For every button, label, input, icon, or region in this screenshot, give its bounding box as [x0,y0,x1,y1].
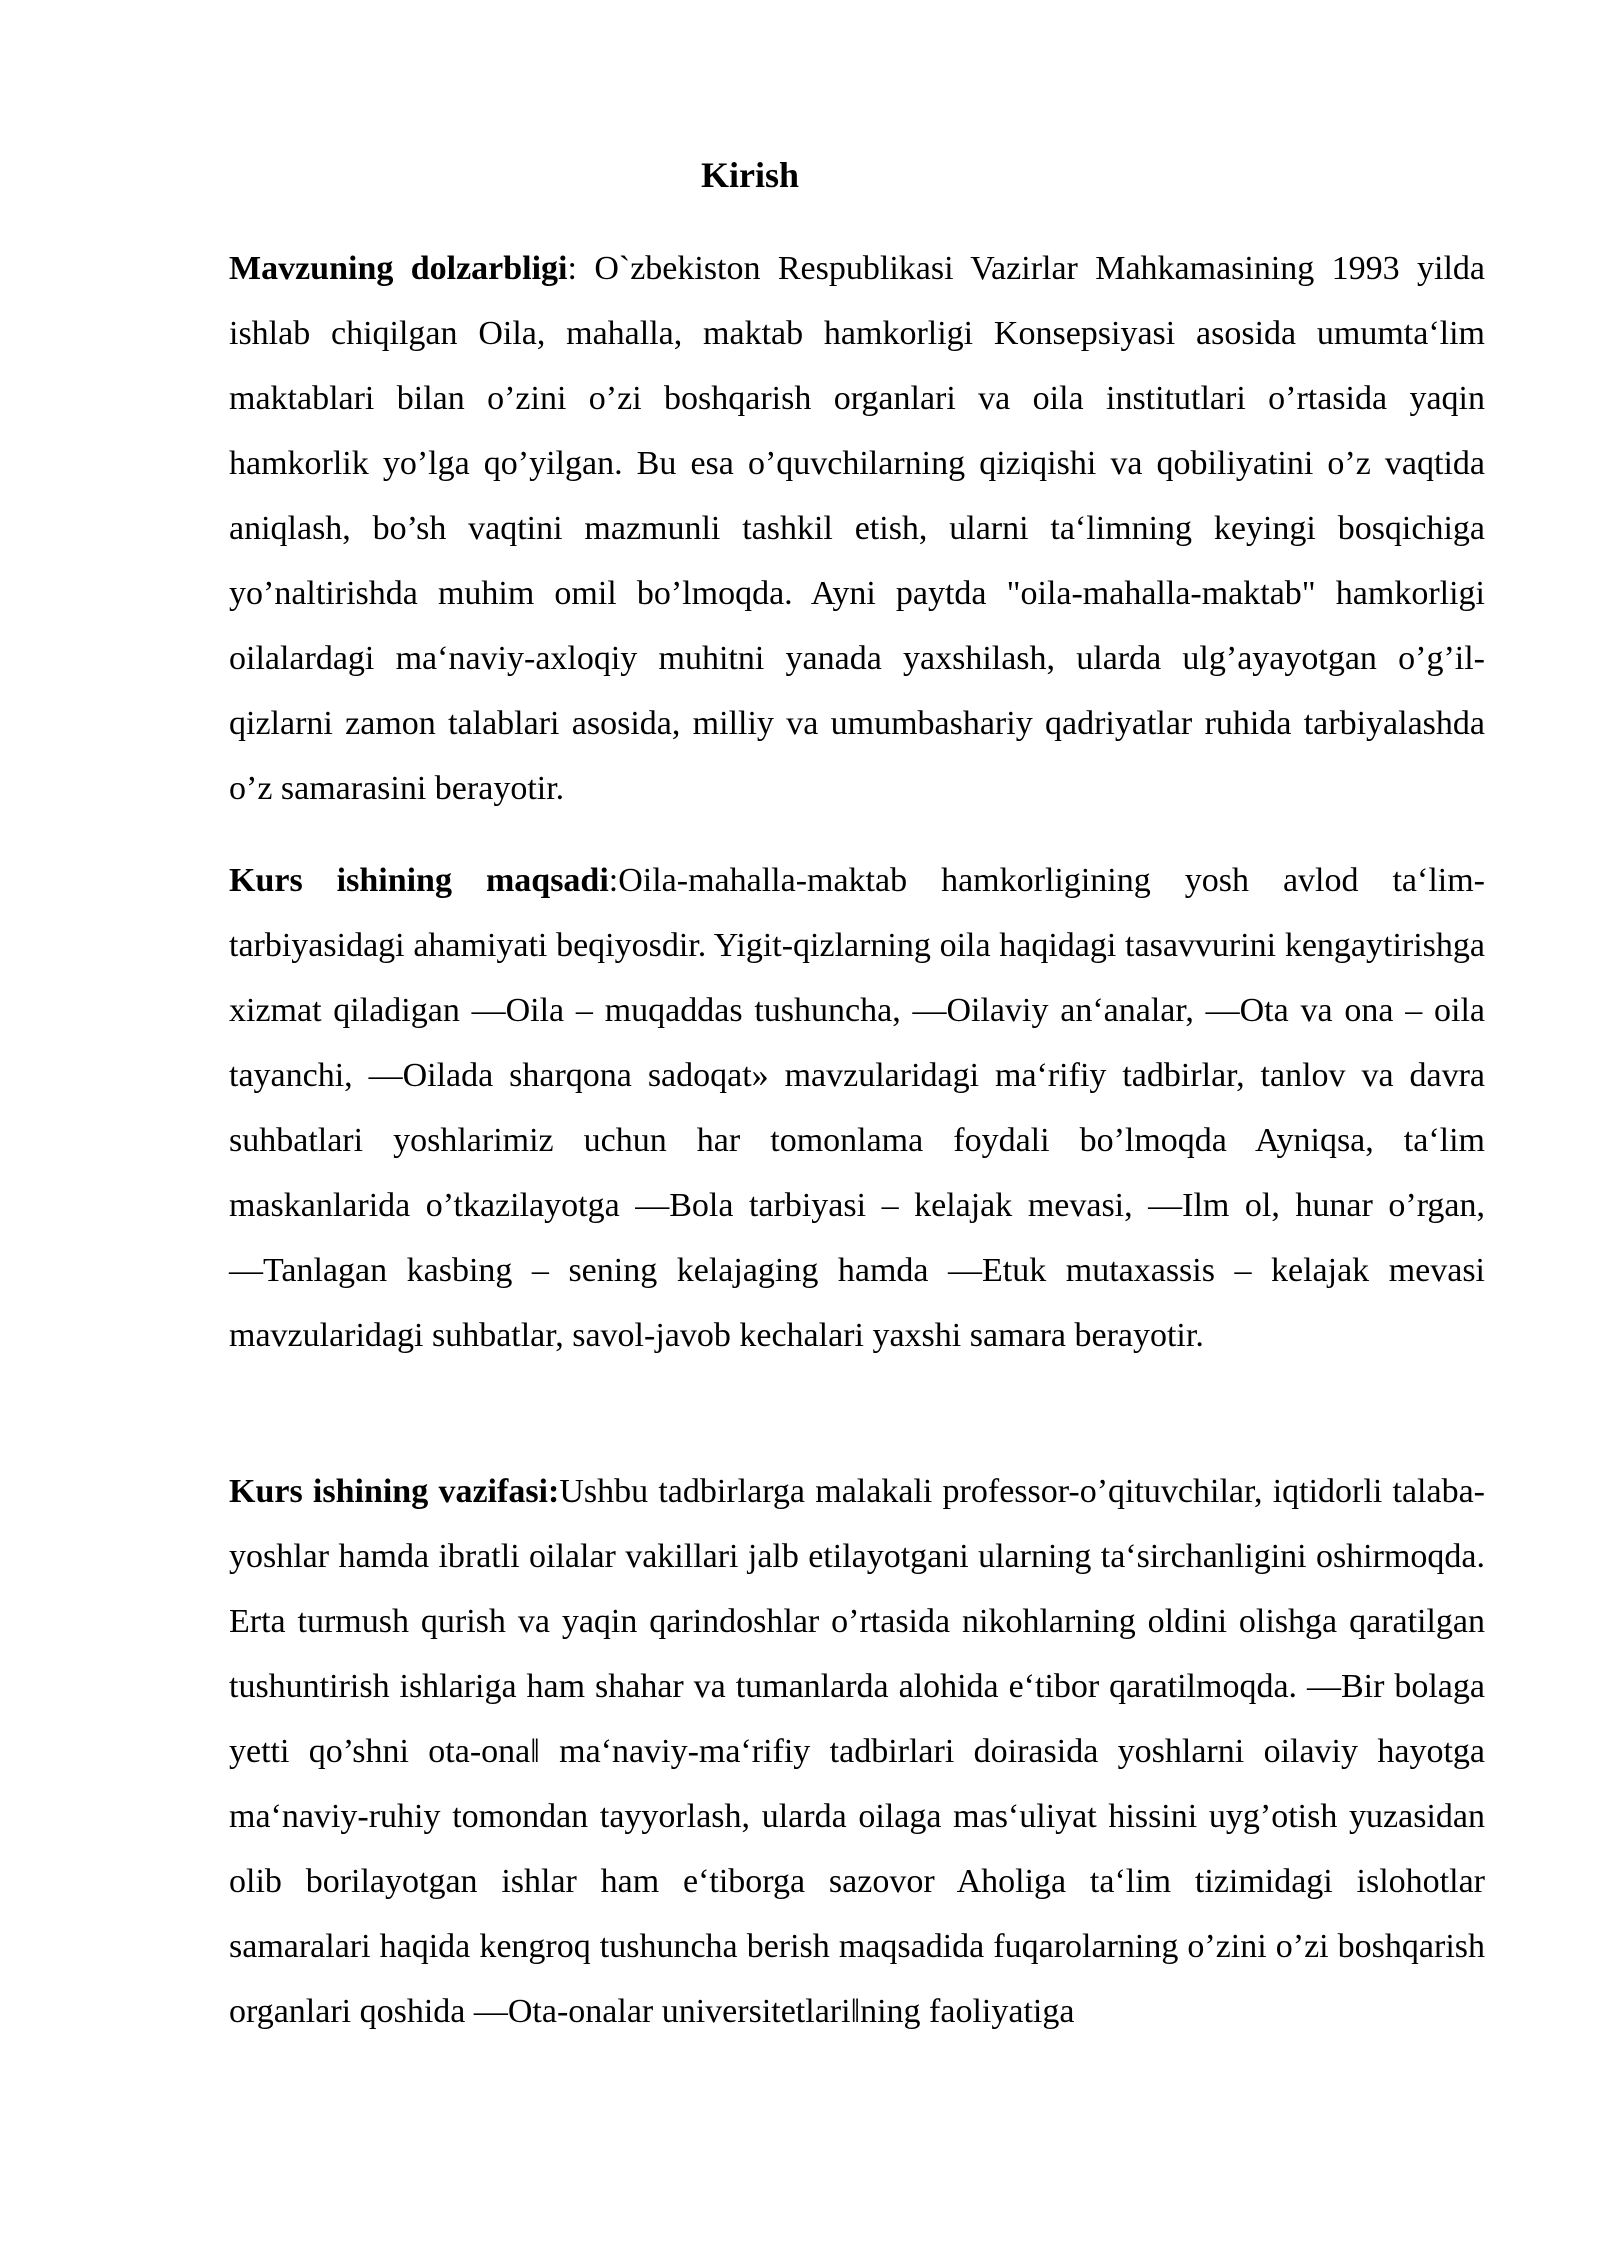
section-text: Ushbu tadbirlarga malakali professor-o’qituvchilar, iqtidorli talaba-yoshlar hamda ibratli oilalar vakillari jalb etilayotgani ularning ta‘sirchanligini oshirmoqda. Erta turmush qurish va yaqin qarindoshlar o’rtasida nikohlarning oldini olishga qaratilgan tushuntirish ishlariga ham shahar va tumanlarda alohida e‘tibor qaratilmoqda. ―Bir bolaga yetti qo’shni ota-ona‖ ma‘naviy-ma‘rifiy tadbirlari doirasida yoshlarni oilaviy hayotga ma‘naviy-ruhiy tomondan tayyorlash, ularda oilaga mas‘uliyat hissini uyg’otish yuzasidan olib borilayotgan ishlar ham e‘tiborga sazovor Aholiga ta‘lim tizimidagi islohotlar samaralari haqida kengroq tushuncha berish maqsadida fuqarolarning o’zini o’zi boshqarish organlari qoshida ―Ota-onalar universitetlari‖ning faoliyatiga [229,1473,1485,2030]
section-relevance [229,236,1485,821]
section-text: : O`zbekiston Respublikasi Vazirlar Mahkamasining 1993 yilda ishlab chiqilgan Oila, mahalla, maktab hamkorligi Konsepsiyasi asosida umumta‘lim maktablari bilan o’zini o’zi boshqarish organlari va oila institutlari o’rtasida yaqin hamkorlik yo’lga qo’yilgan. Bu esa o’quvchilarning qiziqishi va qobiliyatini o’z vaqtida aniqlash, bo’sh vaqtini mazmunli tashkil etish, ularni ta‘limning keyingi bosqichiga yo’naltirishda muhim omil bo’lmoqda. Ayni paytda "oila-mahalla-maktab" hamkorligi oilalardagi ma‘naviy-axloqiy muhitni yanada yaxshilash, ularda ulg’ayayotgan o’g’il-qizlarni zamon talablari asosida, milliy va umumbashariy qadriyatlar ruhida tarbiyalashda o’z samarasini berayotir. [229,250,1486,807]
section-label: Kurs ishining vazifasi: [229,1473,560,1510]
section-label: Mavzuning dolzarbligi [229,250,568,287]
page-title: Kirish [700,155,799,195]
section-label: Kurs ishining maqsadi [229,862,609,899]
section-text: :Oila-mahalla-maktab hamkorligining yosh avlod ta‘lim-tarbiyasidagi ahamiyati beqiyosdir. Yigit-qizlarning oila haqidagi tasavvurini kengaytirishga xizmat qiladigan ―Oila – muqaddas tushuncha, ―Oilaviy an‘analar, ―Ota va ona – oila tayanchi, ―Oilada sharqona sadoqat» mavzularidagi ma‘rifiy tadbirlar, tanlov va davra suhbatlari yoshlarimiz uchun har tomonlama foydali bo’lmoqda Ayniqsa, ta‘lim maskanlarida o’tkazilayotga ―Bola tarbiyasi – kelajak mevasi, ―Ilm ol, hunar o’rgan, ―Tanlagan kasbing – sening kelajaging hamda ―Etuk mutaxassis – kelajak mevasi mavzularidagi suhbatlar, savol-javob kechalari yaxshi samara berayotir. [229,862,1485,1354]
section-goal [229,848,1485,1368]
section-tasks [229,1459,1485,2044]
